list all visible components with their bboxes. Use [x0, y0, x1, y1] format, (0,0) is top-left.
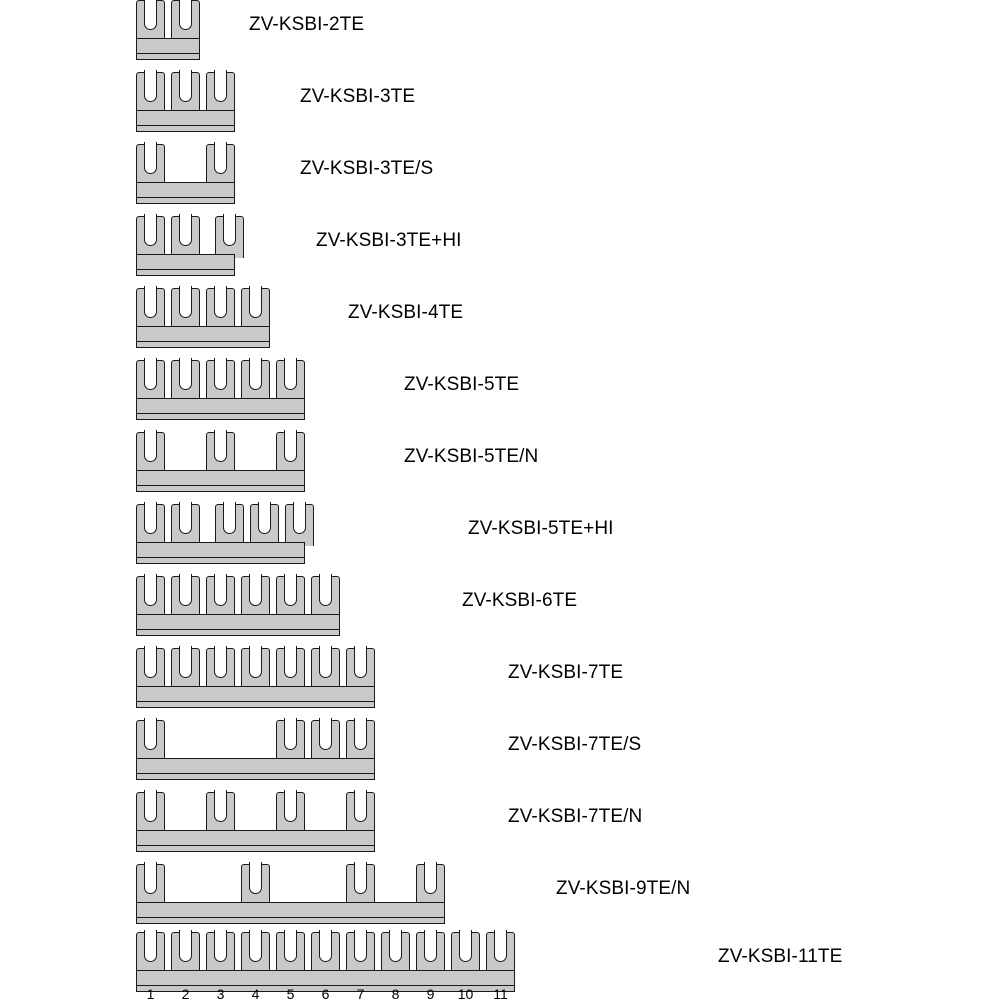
comb-prong-slot [249, 358, 262, 390]
comb-prong-slot [179, 286, 192, 318]
comb-prong-slot [424, 862, 437, 894]
comb-prong-slot [144, 142, 157, 174]
comb-prong-slot [223, 214, 236, 246]
scale-number: 7 [356, 986, 365, 1002]
busbar-rail [136, 53, 200, 60]
busbar-label: ZV-KSBI-5TE/N [404, 446, 539, 467]
busbar-label: ZV-KSBI-3TE+HI [316, 230, 462, 251]
busbar-label: ZV-KSBI-7TE/N [508, 806, 643, 827]
comb-prong-slot [494, 930, 507, 962]
comb-prong-slot [284, 646, 297, 678]
scale-number: 1 [146, 986, 155, 1002]
comb-prong-slot [179, 502, 192, 534]
busbar-rail [136, 341, 270, 348]
comb-prong-slot [144, 70, 157, 102]
comb-prong-slot [214, 574, 227, 606]
busbar-body [136, 758, 375, 774]
comb-prong-slot [284, 718, 297, 750]
busbar-rail [136, 125, 235, 132]
comb-prong-slot [354, 646, 367, 678]
comb-prong-slot [214, 358, 227, 390]
busbar-rail [136, 557, 305, 564]
comb-prong-slot [284, 790, 297, 822]
scale-number: 6 [321, 986, 330, 1002]
busbar-body [136, 686, 375, 702]
comb-prong-slot [249, 930, 262, 962]
busbar-label: ZV-KSBI-2TE [249, 14, 365, 35]
comb-prong-slot [144, 930, 157, 962]
comb-prong-slot [354, 930, 367, 962]
busbar-body [136, 830, 375, 846]
comb-prong-slot [293, 502, 306, 534]
scale-number: 8 [391, 986, 400, 1002]
comb-prong-slot [319, 574, 332, 606]
comb-prong-slot [144, 0, 157, 30]
comb-prong-slot [144, 214, 157, 246]
comb-prong-slot [214, 286, 227, 318]
comb-prong-slot [214, 646, 227, 678]
comb-prong-slot [284, 574, 297, 606]
scale-number: 5 [286, 986, 295, 1002]
comb-prong-slot [179, 214, 192, 246]
scale-number: 10 [457, 986, 474, 1002]
scale-number: 2 [181, 986, 190, 1002]
comb-prong-slot [214, 142, 227, 174]
comb-prong-slot [249, 286, 262, 318]
comb-prong-slot [179, 646, 192, 678]
busbar-rail [136, 845, 375, 852]
comb-prong-slot [258, 502, 271, 534]
comb-prong-slot [214, 930, 227, 962]
scale-number: 4 [251, 986, 260, 1002]
scale-number: 3 [216, 986, 225, 1002]
busbar-body [136, 398, 305, 414]
comb-prong-slot [214, 70, 227, 102]
busbar-label: ZV-KSBI-3TE [300, 86, 416, 107]
busbar-label: ZV-KSBI-6TE [462, 590, 578, 611]
comb-prong-slot [223, 502, 236, 534]
busbar-body [136, 38, 200, 54]
busbar-rail [136, 629, 340, 636]
comb-prong-slot [144, 430, 157, 462]
comb-prong-slot [179, 574, 192, 606]
busbar-label: ZV-KSBI-4TE [348, 302, 464, 323]
comb-prong-slot [214, 790, 227, 822]
busbar-body [136, 326, 270, 342]
comb-prong-slot [319, 718, 332, 750]
busbar-label: ZV-KSBI-5TE+HI [468, 518, 614, 539]
busbar-label: ZV-KSBI-11TE [718, 946, 843, 967]
comb-prong-slot [319, 646, 332, 678]
busbar-rail [136, 773, 375, 780]
busbar-label: ZV-KSBI-7TE/S [508, 734, 642, 755]
busbar-rail [136, 269, 235, 276]
comb-prong-slot [144, 358, 157, 390]
busbar-rail [136, 917, 445, 924]
busbar-label: ZV-KSBI-5TE [404, 374, 520, 395]
comb-prong-slot [144, 646, 157, 678]
comb-prong-slot [389, 930, 402, 962]
comb-prong-slot [459, 930, 472, 962]
comb-prong-slot [284, 358, 297, 390]
comb-prong-slot [144, 790, 157, 822]
comb-prong-slot [179, 358, 192, 390]
busbar-body [136, 110, 235, 126]
comb-prong-slot [354, 790, 367, 822]
comb-prong-slot [144, 502, 157, 534]
comb-prong-slot [144, 286, 157, 318]
busbar-rail [136, 197, 235, 204]
comb-prong-slot [284, 930, 297, 962]
scale-number: 11 [493, 986, 508, 1002]
comb-prong-slot [179, 930, 192, 962]
busbar-label: ZV-KSBI-7TE [508, 662, 624, 683]
busbar-rail [136, 485, 305, 492]
busbar-body [136, 902, 445, 918]
busbar-body [136, 614, 340, 630]
scale-number: 9 [426, 986, 435, 1002]
comb-prong-slot [144, 574, 157, 606]
comb-prong-slot [354, 718, 367, 750]
busbar-body [136, 182, 235, 198]
busbar-body [136, 470, 305, 486]
comb-prong-slot [144, 718, 157, 750]
comb-prong-slot [214, 430, 227, 462]
comb-prong-slot [284, 430, 297, 462]
busbar-body [136, 970, 515, 986]
comb-prong-slot [144, 862, 157, 894]
busbar-label: ZV-KSBI-3TE/S [300, 158, 434, 179]
busbar-rail [136, 413, 305, 420]
comb-prong-slot [179, 70, 192, 102]
busbar-rail [136, 701, 375, 708]
comb-prong-slot [319, 930, 332, 962]
comb-prong-slot [179, 0, 192, 30]
busbar-body [136, 542, 305, 558]
comb-prong-slot [249, 646, 262, 678]
comb-prong-slot [424, 930, 437, 962]
comb-prong-slot [354, 862, 367, 894]
busbar-label: ZV-KSBI-9TE/N [556, 878, 691, 899]
busbar-body [136, 254, 235, 270]
comb-prong-slot [249, 862, 262, 894]
comb-prong-slot [249, 574, 262, 606]
